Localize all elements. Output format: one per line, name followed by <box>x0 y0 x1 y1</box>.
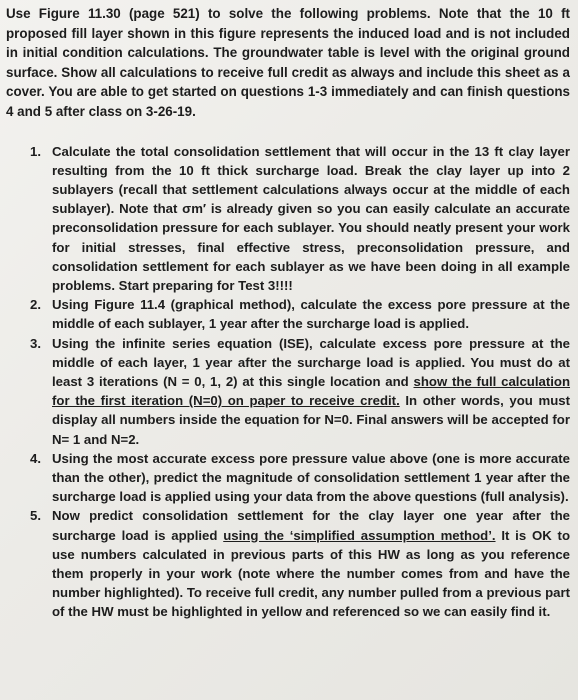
question-text-continued: In other words, you must display all numbers inside the equation for N=0. Final answers will be accepted for N= 1 and N=2. <box>52 393 570 447</box>
question-item-5 <box>6 506 570 621</box>
question-item-3 <box>6 334 570 449</box>
underlined-requirement: show the full calculation for the first iteration (N=0) on paper to receive credit. <box>52 374 571 409</box>
question-text-continued: It is OK to use numbers calculated in previous parts of this HW as long as you reference them properly in your work (note where the number comes from and have the number highlighted). To receive full credit, any number pulled from a previous part of the HW must be highlighted in yellow and referenced so we can easily find it. <box>52 527 570 620</box>
question-list <box>6 142 570 622</box>
underlined-method: using the ‘simplified assumption method’. <box>223 527 496 543</box>
question-item-4 <box>6 449 570 507</box>
question-number: 1. <box>30 143 41 159</box>
question-item-1 <box>6 142 570 296</box>
question-number: 4. <box>30 450 41 466</box>
question-text: Using Figure 11.4 (graphical method), calculate the excess pore pressure at the middle of each sublayer, 1 year after the surcharge load is applied. <box>52 297 570 332</box>
question-text: Using the most accurate excess pore pressure value above (one is more accurate than the other), predict the magnitude of consolidation settlement 1 year after the surcharge load is applied using your data from the above questions (full analysis). <box>52 450 570 505</box>
question-text: Calculate the total consolidation settlement that will occur in the 13 ft clay layer resulting from the 10 ft thick surcharge load. Break the clay layer up into 2 sublayers (recall that settlement calculations always occur at the middle of each sublayer). Note that σm′ is already given so you can easily calculate an accurate preconsolidation pressure for each sublayer. You should neatly present your work for initial stresses, final effective stress, preconsolidation pressure, and consolidation settlement for each sublayer as we have been doing in all example problems. Start preparing for Test 3!!!! <box>52 143 570 293</box>
question-item-2 <box>6 295 570 333</box>
question-text: Using the infinite series equation (ISE), calculate excess pore pressure at the middle of each layer, 1 year after the surcharge load is applied. You must do at least 3 iterations (N = 0, 1, 2) at this single location and <box>52 335 570 389</box>
question-number: 5. <box>30 508 41 524</box>
question-number: 2. <box>30 297 41 313</box>
question-number: 3. <box>30 335 41 351</box>
instructions-paragraph: Use Figure 11.30 (page 521) to solve the following problems. Note that the 10 ft proposed fill layer shown in this figure represents the induced load and is not included in initial condition calculations. The groundwater table is level with the original ground surface. Show all calculations to receive full credit as always and include this sheet as a cover. You are able to get started on questions 1-3 immediately and can finish questions 4 and 5 after class on 3-26-19. <box>6 6 570 119</box>
question-text: Now predict consolidation settlement for the clay layer one year after the surcharge load is applied <box>52 508 570 543</box>
